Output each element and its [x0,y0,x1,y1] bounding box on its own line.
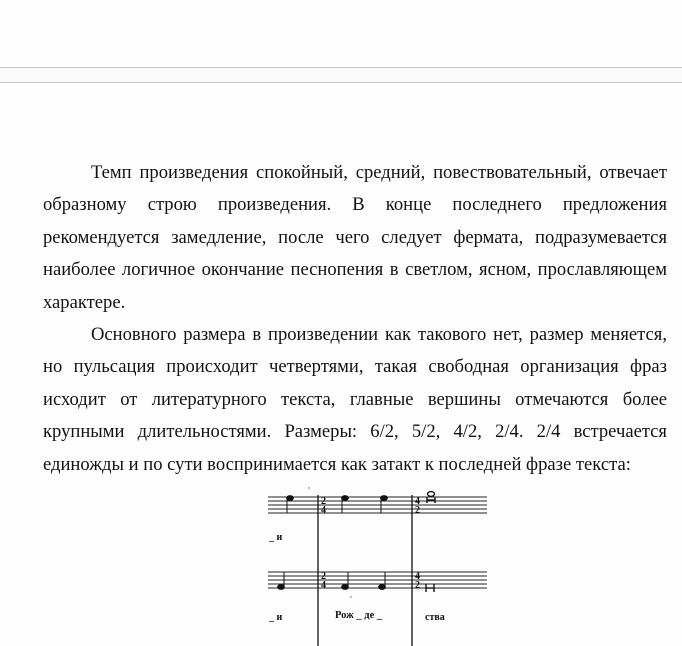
page-separator [0,67,682,83]
svg-text:2: 2 [415,580,420,591]
toolbar-area [0,0,682,67]
svg-text:4: 4 [321,580,326,591]
svg-text:2: 2 [321,571,326,582]
lower-lyric-2: Рож _ де _ [335,610,383,621]
svg-text:2: 2 [415,505,420,516]
svg-text:2: 2 [321,496,326,507]
body-text [43,157,667,481]
svg-text:4: 4 [321,505,326,516]
music-notation-example [265,486,495,646]
svg-text:4: 4 [415,571,420,582]
lower-lyric-3: ства [425,612,445,623]
score-image [265,486,495,646]
svg-text:4: 4 [415,496,420,507]
lower-lyric-1: _ и [269,612,283,623]
document-page [0,83,682,644]
paragraph-tempo: Темп произведения спокойный, средний, повествовательный, отвечает образному строю произведения. В конце последнего предложения рекомендуется замедление, после чего следует фермата, подразумевается наиболее логичное окончание песнопения в светлом, ясном, прославляющем характере. [43,162,667,313]
upper-lyric-1: _ и [269,532,283,543]
paragraph-meter: Основного размера в произведении как такового нет, размер меняется, но пульсация происходит четвертями, такая свободная организация фраз исходит от литературного текста, главные вершины отмечаются более крупными длительностями. Размеры: 6/2, 5/2, 4/2, 2/4. 2/4 встречается единожды и по сути воспринимается как затакт к последней фразе текста: [43,324,667,475]
